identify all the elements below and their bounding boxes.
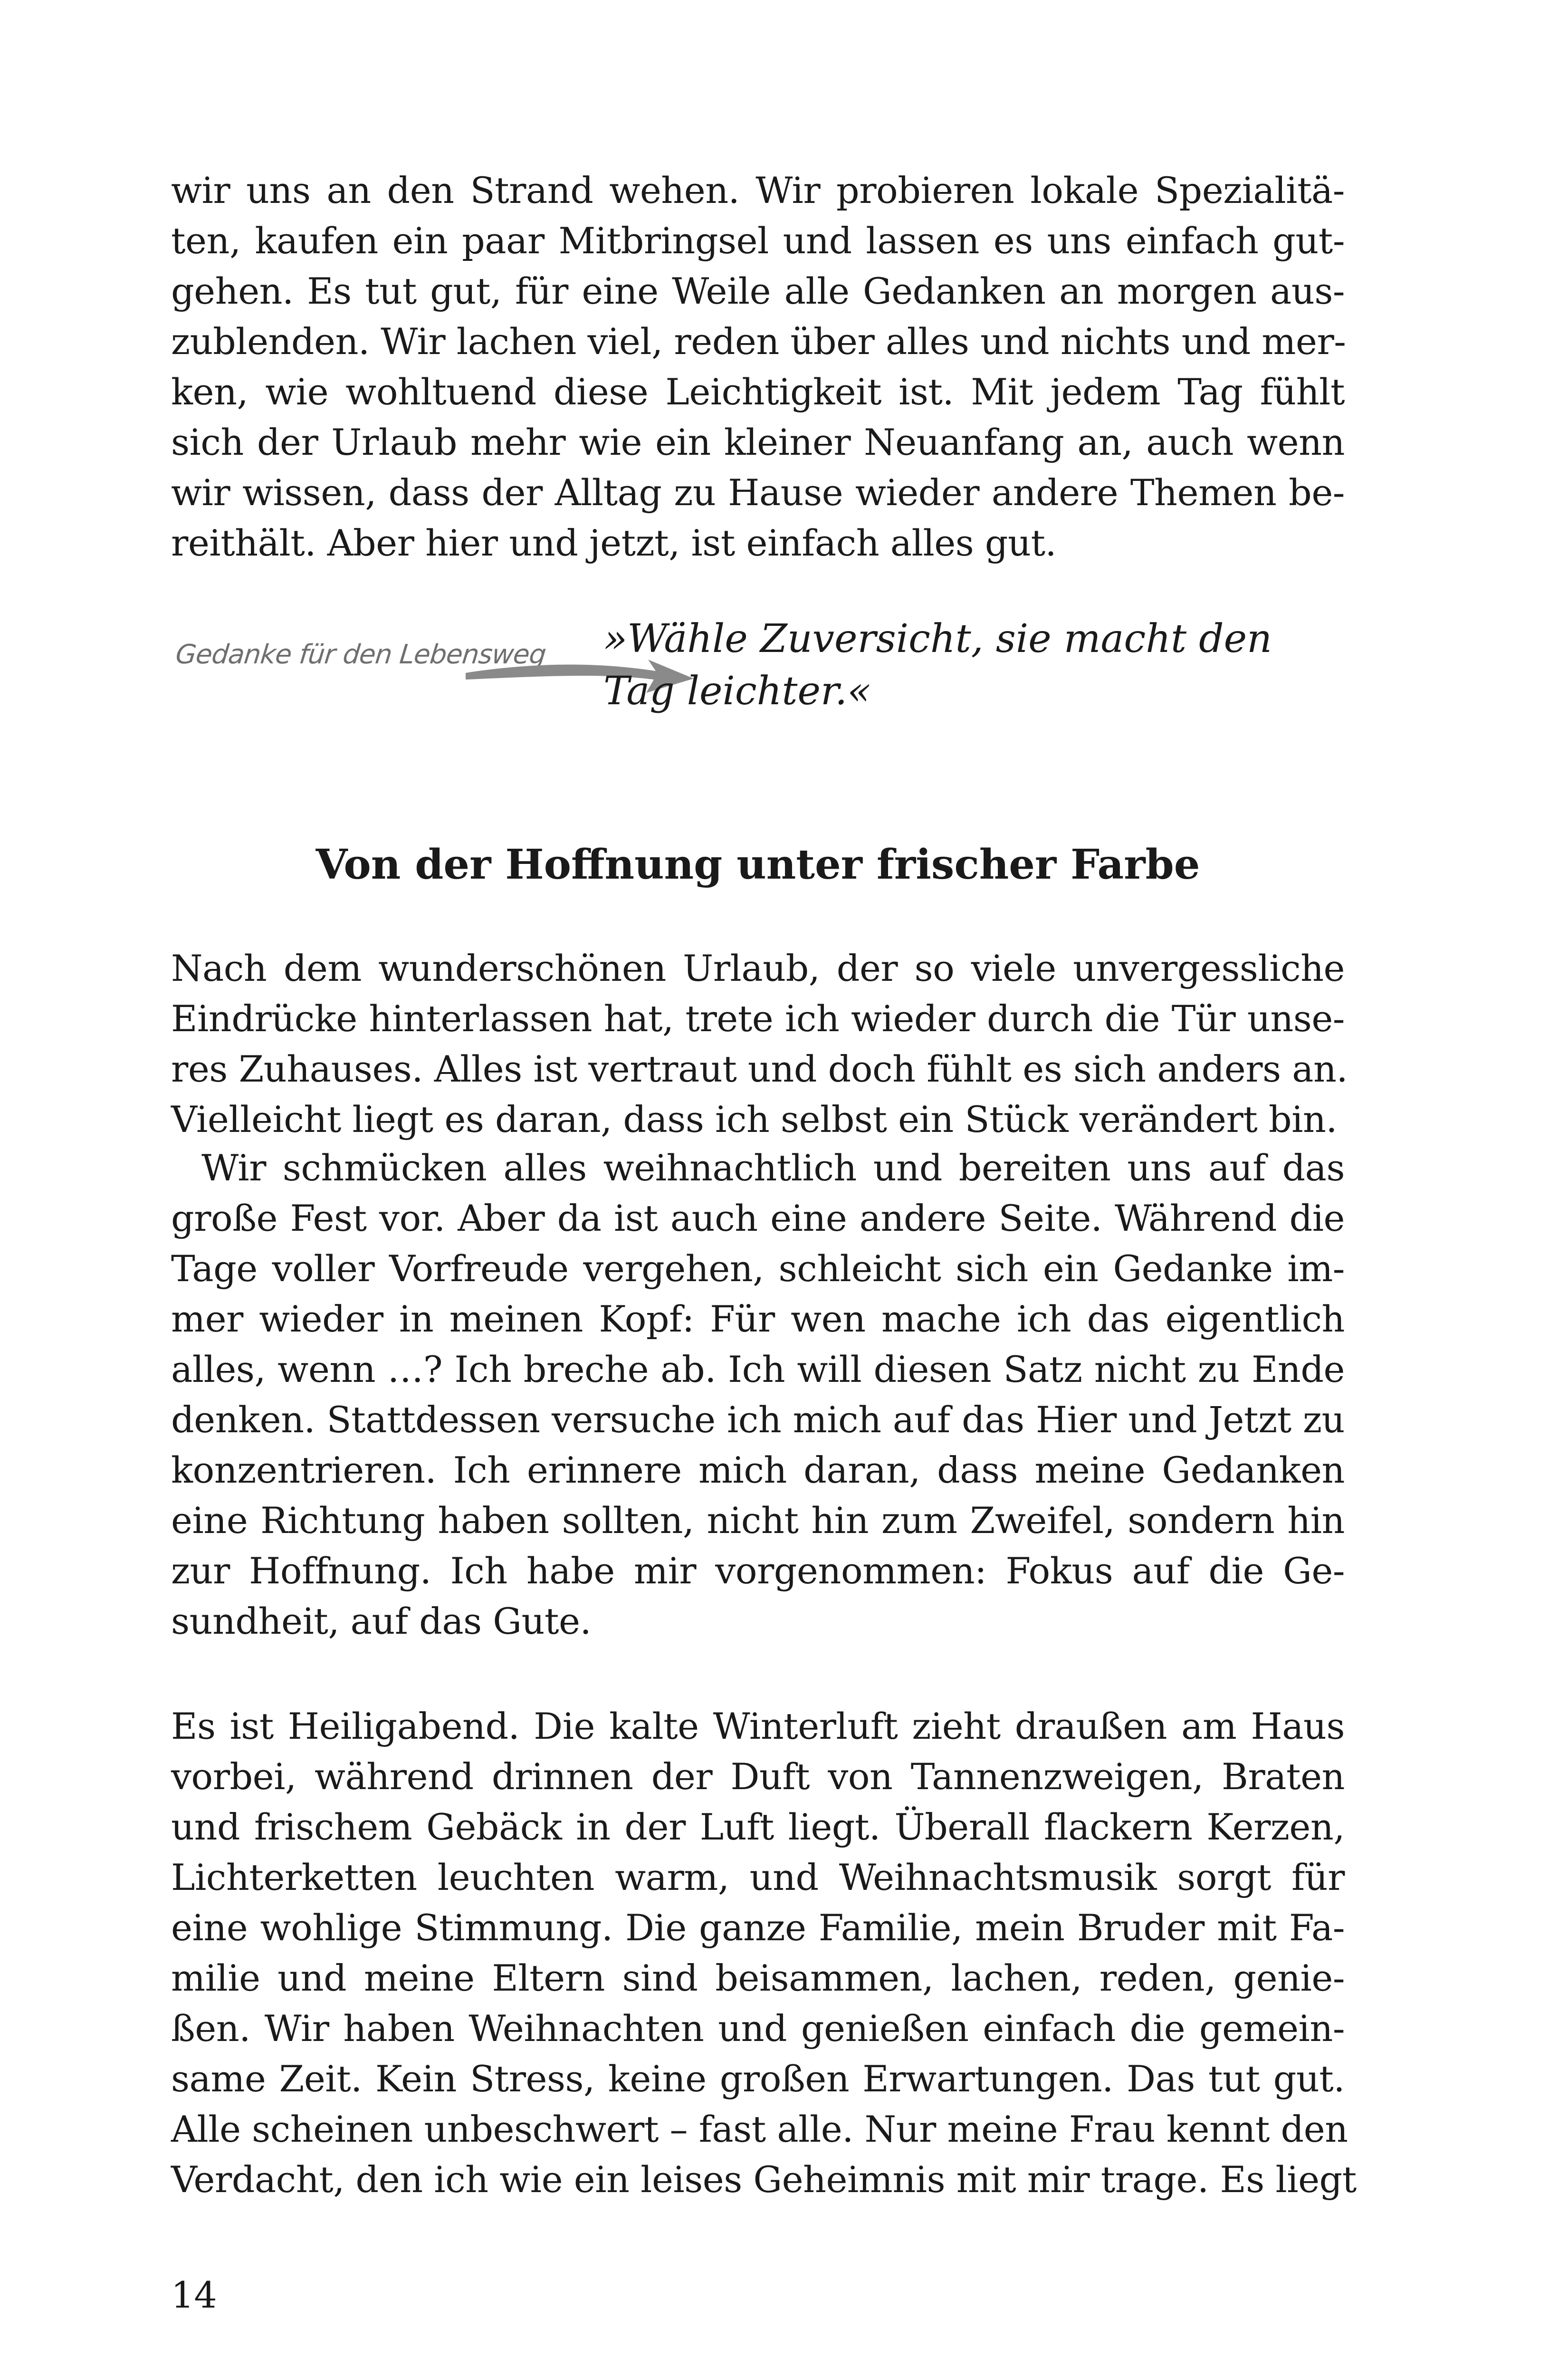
thought-box [171,613,1345,732]
text-line: Verdacht, den ich wie ein leises Geheimnis mit mir trage. Es liegt [171,2158,1357,2201]
section-heading: Von der Hoffnung unter frischer Farbe [316,841,1200,889]
text-line: wir wissen, dass der Alltag zu Hause wieder andere Themen be- [171,471,1345,514]
text-line: Lichterketten leuchten warm, und Weihnachtsmusik sorgt für [171,1856,1345,1898]
text-line: denken. Stattdessen versuche ich mich auf das Hier und Jetzt zu [171,1399,1345,1441]
text-line: zur Hoffnung. Ich habe mir vorgenommen: Fokus auf die Ge- [171,1550,1345,1592]
paragraph-3 [171,1143,1345,1647]
quote-line: »Wähle Zuversicht, sie macht den [603,616,1272,661]
text-line: wir uns an den Strand wehen. Wir probieren lokale Spezialitä- [171,169,1345,211]
text-line: Eindrücke hinterlassen hat, trete ich wieder durch die Tür unse- [171,997,1345,1040]
text-line: Vielleicht liegt es daran, dass ich selbst ein Stück verändert bin. [171,1098,1338,1140]
text-line: ten, kaufen ein paar Mitbringsel und lassen es uns einfach gut- [171,220,1345,262]
text-line: mer wieder in meinen Kopf: Für wen mache ich das eigentlich [171,1298,1345,1340]
text-line: zublenden. Wir lachen viel, reden über alles und nichts und mer- [171,320,1346,363]
text-line: alles, wenn …? Ich breche ab. Ich will diesen Satz nicht zu Ende [171,1348,1345,1390]
text-line: Wir schmücken alles weihnachtlich und bereiten uns auf das [201,1147,1345,1189]
text-line: reithält. Aber hier und jetzt, ist einfach alles gut. [171,522,1057,564]
text-line: eine wohlige Stimmung. Die ganze Familie, mein Bruder mit Fa- [171,1907,1345,1949]
text-line: Nach dem wunderschönen Urlaub, der so viele unvergessliche [171,947,1345,989]
text-line: ken, wie wohltuend diese Leichtigkeit ist. Mit jedem Tag fühlt [171,371,1345,413]
text-line: same Zeit. Kein Stress, keine großen Erwartungen. Das tut gut. [171,2058,1345,2100]
text-line: sich der Urlaub mehr wie ein kleiner Neuanfang an, auch wenn [171,421,1345,463]
text-line: sundheit, auf das Gute. [171,1600,592,1642]
text-line: ßen. Wir haben Weihnachten und genießen einfach die gemein- [171,2007,1345,2050]
paragraph-1 [171,165,1345,568]
text-line: und frischem Gebäck in der Luft liegt. Überall flackern Kerzen, [171,1806,1345,1848]
paragraph-2 [171,943,1348,1145]
thought-quote [603,613,1345,718]
paragraph-4 [171,1701,1357,2205]
text-line: milie und meine Eltern sind beisammen, lachen, reden, genie- [171,1957,1345,1999]
text-line: Alle scheinen unbeschwert – fast alle. Nur meine Frau kennt den [171,2108,1348,2150]
quote-line: Tag leichter.« [603,669,871,714]
text-line: gehen. Es tut gut, für eine Weile alle Gedanken an morgen aus- [171,270,1345,312]
text-line: Tage voller Vorfreude vergehen, schleicht sich ein Gedanke im- [171,1247,1345,1290]
text-line: konzentrieren. Ich erinnere mich daran, dass meine Gedanken [171,1449,1345,1491]
text-line: res Zuhauses. Alles ist vertraut und doch fühlt es sich anders an. [171,1048,1348,1090]
page-number: 14 [171,2274,217,2316]
text-line: eine Richtung haben sollten, nicht hin zum Zweifel, sondern hin [171,1499,1345,1542]
text-line: große Fest vor. Aber da ist auch eine andere Seite. Während die [171,1197,1345,1239]
text-line: vorbei, während drinnen der Duft von Tannenzweigen, Braten [171,1755,1345,1798]
thought-label: Gedanke für den Lebensweg [174,639,547,670]
text-line: Es ist Heiligabend. Die kalte Winterluft zieht draußen am Haus [171,1705,1345,1747]
